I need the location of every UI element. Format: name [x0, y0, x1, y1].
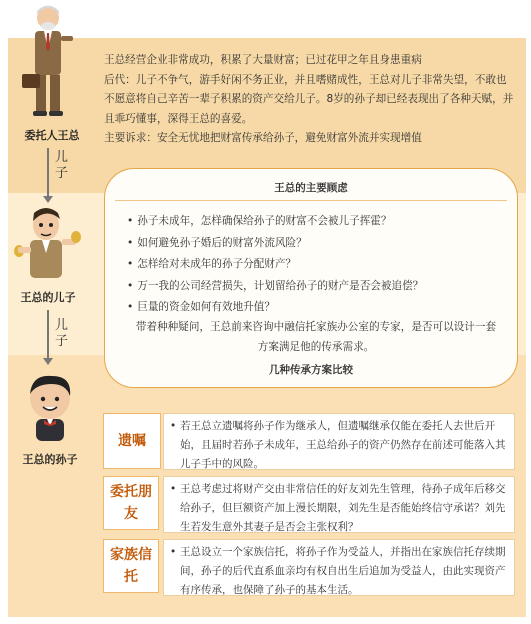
son-label: 王总的儿子 — [20, 291, 76, 304]
plan-text-will: • 若王总立遗嘱将孙子作为继承人，但遗嘱继承仅能在委托人去世后开始，且届时若孙子未成年，王总给孙子的资产仍然存在前述可能落入其儿子手中的风险。 — [163, 413, 515, 470]
grandson-illustration — [18, 374, 82, 442]
connector-arrow-1 — [43, 196, 53, 203]
concern-item: • 孙子未成年，怎样确保给孙子的财富不会被儿子挥霍？ — [127, 211, 507, 233]
intro-text — [104, 51, 514, 149]
intro-line-3: 主要诉求：安全无忧地把财富传承给孙子，避免财富外流并实现增值 — [104, 132, 422, 144]
intro-line-1: 王总经营企业非常成功，积累了大量财富；已过花甲之年且身患重病 — [104, 54, 422, 66]
concerns-box — [104, 168, 518, 388]
grandson-label: 王总的孙子 — [22, 453, 78, 466]
intro-line-2: 后代：儿子不争气，游手好闲不务正业，并且嗜赌成性，王总对儿子非常失望，不敢也不愿意将自己辛苦一辈子积累的资产交给儿子。8岁的孙子却已经表现出了各种天赋，并且乖巧懂事，深得王总的喜爱。 — [104, 73, 514, 125]
relation-label-1: 儿子 — [55, 150, 69, 181]
concerns-title: 王总的主要顾虑 — [274, 182, 348, 194]
plan-label-friend: 委托朋友 — [103, 476, 159, 530]
plan-label-will: 遗嘱 — [103, 413, 161, 469]
concern-item: • 巨量的资金如何有效地升值？ — [127, 297, 507, 319]
connector-line-2 — [47, 310, 49, 358]
concern-item: • 怎样给对未成年的孙子分配财产？ — [127, 254, 507, 276]
plan-text-friend: • 王总考虑过将财产交由非常信任的好友刘先生管理，待孙子成年后移交给孙子，但巨额资产加上漫长期限，刘先生是否能始终信守承诺？刘先生若发生意外其妻子是否会主张权利？ — [163, 476, 515, 533]
son-illustration — [14, 207, 82, 285]
concern-item: • 万一我的公司经营损失，计划留给孙子的财产是否会被追偿？ — [127, 276, 507, 298]
concerns-divider — [115, 200, 507, 201]
concerns-closing: 带着种种疑问，王总前来咨询中融信托家族办公室的专家，是否可以设计一套方案满足他的传承需求。 — [135, 321, 497, 353]
connector-arrow-2 — [43, 358, 53, 365]
grandfather-label: 委托人王总 — [24, 129, 80, 142]
concerns-list — [127, 211, 507, 319]
plan-text-trust: • 王总设立一个家族信托，将孙子作为受益人，并指出在家族信托存续期间，孙子的后代直系血亲均有权自出生后追加为受益人，由此实现资产有序传承，也保障了孙子的基本生活。 — [163, 539, 515, 596]
plan-label-trust: 家族信托 — [103, 539, 159, 593]
relation-label-2: 儿子 — [55, 318, 69, 349]
grandfather-illustration — [20, 2, 80, 120]
connector-line-1 — [47, 148, 49, 196]
compare-title: 几种传承方案比较 — [269, 364, 353, 376]
concern-item: • 如何避免孙子婚后的财富外流风险？ — [127, 233, 507, 255]
